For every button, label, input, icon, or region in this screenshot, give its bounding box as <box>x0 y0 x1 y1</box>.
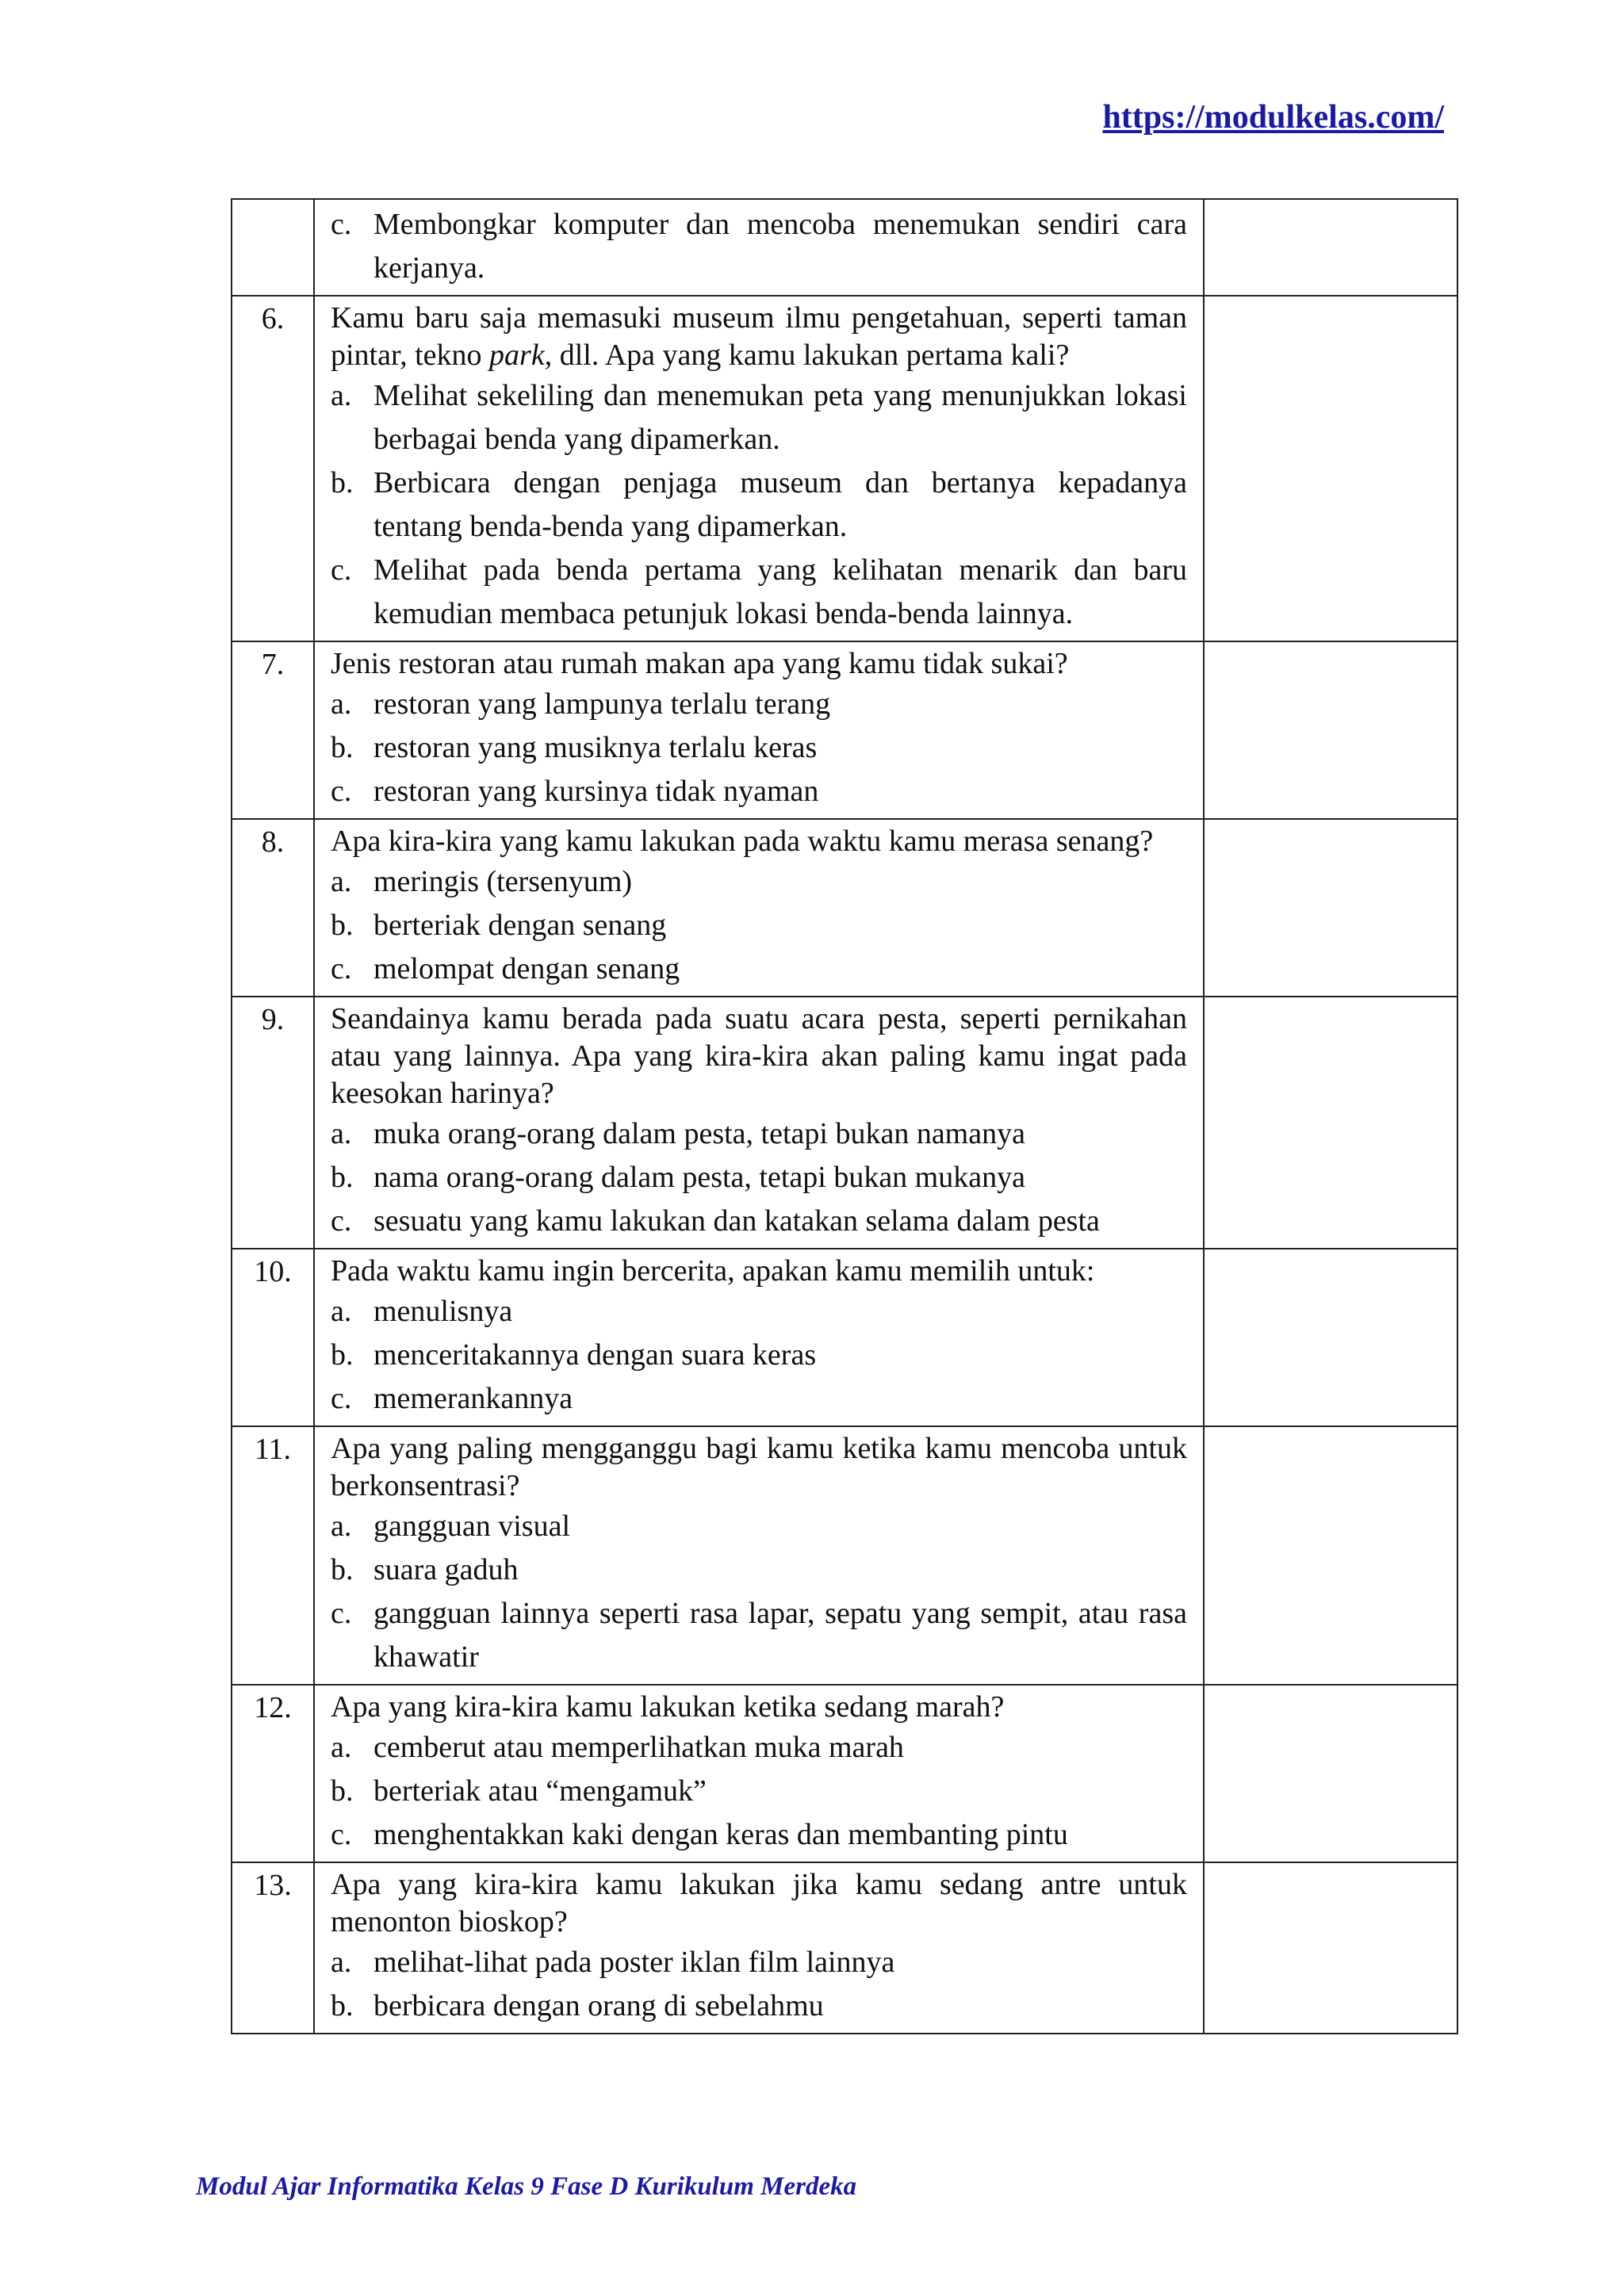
question-cell <box>314 997 1204 1249</box>
question-text: Apa yang kira-kira kamu lakukan ketika sedang marah? <box>331 1690 1005 1724</box>
question-text: Seandainya kamu berada pada suatu acara pesta, seperti pernikahan atau yang lainnya. Apa yang kira-kira akan paling kamu ingat pada keesokan harinya? <box>331 1002 1187 1110</box>
question-number: 13. <box>232 1862 314 2034</box>
question-cell <box>314 1249 1204 1426</box>
option-a: a. cemberut atau memperlihatkan muka marah <box>331 1731 904 1764</box>
answer-cell[interactable] <box>1204 1249 1457 1426</box>
footer-title: Modul Ajar Informatika Kelas 9 Fase D Kurikulum Merdeka <box>196 2172 857 2201</box>
questionnaire-table <box>231 198 1458 2034</box>
option-a: a. melihat-lihat pada poster iklan film lainnya <box>331 1946 895 1979</box>
option-c <box>331 203 1187 290</box>
table-row <box>232 1862 1457 2034</box>
question-cell <box>314 1426 1204 1685</box>
option-c: c. restoran yang kursinya tidak nyaman <box>331 775 819 808</box>
option-c: c. gangguan lainnya seperti rasa lapar, sepatu yang sempit, atau rasa khawatir <box>331 1597 1187 1674</box>
question-number: 6. <box>232 296 314 641</box>
italic-term: park <box>489 339 545 372</box>
option-a: a. Melihat sekeliling dan menemukan peta yang menunjukkan lokasi berbagai benda yang dipamerkan. <box>331 379 1187 456</box>
question-cell <box>314 199 1204 296</box>
option-a: a. meringis (tersenyum) <box>331 865 633 898</box>
header-url-link[interactable]: https://modulkelas.com/ <box>1102 99 1444 136</box>
option-b: b. nama orang-orang dalam pesta, tetapi bukan mukanya <box>331 1161 1025 1194</box>
question-text: Jenis restoran atau rumah makan apa yang kamu tidak sukai? <box>331 647 1068 680</box>
option-a: a. gangguan visual <box>331 1510 571 1543</box>
question-number: 8. <box>232 819 314 997</box>
table-row <box>232 641 1457 819</box>
option-b: b. berbicara dengan orang di sebelahmu <box>331 1989 824 2022</box>
answer-cell[interactable] <box>1204 199 1457 296</box>
answer-cell[interactable] <box>1204 296 1457 641</box>
question-cell <box>314 819 1204 997</box>
table-row <box>232 199 1457 296</box>
question-number: 7. <box>232 641 314 819</box>
answer-cell[interactable] <box>1204 1685 1457 1862</box>
option-c: c. memerankannya <box>331 1382 573 1415</box>
option-b: b. menceritakannya dengan suara keras <box>331 1338 817 1372</box>
option-c: c. sesuatu yang kamu lakukan dan katakan selama dalam pesta <box>331 1204 1100 1238</box>
answer-cell[interactable] <box>1204 997 1457 1249</box>
option-b: b. suara gaduh <box>331 1553 519 1586</box>
question-number: 10. <box>232 1249 314 1426</box>
table-row <box>232 296 1457 641</box>
option-b: b. berteriak atau “mengamuk” <box>331 1774 707 1808</box>
table-row <box>232 1685 1457 1862</box>
table-row <box>232 1249 1457 1426</box>
answer-cell[interactable] <box>1204 641 1457 819</box>
question-number: 11. <box>232 1426 314 1685</box>
question-cell <box>314 641 1204 819</box>
option-text: Membongkar komputer dan mencoba menemukan sendiri cara kerjanya. <box>373 208 1187 285</box>
answer-cell[interactable] <box>1204 1426 1457 1685</box>
answer-cell[interactable] <box>1204 819 1457 997</box>
number-cell <box>232 199 314 296</box>
option-c: c. Melihat pada benda pertama yang kelihatan menarik dan baru kemudian membaca petunjuk lokasi benda-benda lainnya. <box>331 553 1187 630</box>
option-b: b. berteriak dengan senang <box>331 909 667 942</box>
option-b: b. Berbicara dengan penjaga museum dan bertanya kepadanya tentang benda-benda yang dipamerkan. <box>331 466 1187 543</box>
question-text: Apa kira-kira yang kamu lakukan pada waktu kamu merasa senang? <box>331 825 1154 858</box>
question-text: Apa yang kira-kira kamu lakukan jika kamu sedang antre untuk menonton bioskop? <box>331 1868 1187 1938</box>
option-c: c. menghentakkan kaki dengan keras dan membanting pintu <box>331 1818 1068 1851</box>
question-number: 12. <box>232 1685 314 1862</box>
option-letter: c. <box>331 208 352 241</box>
question-text: Kamu baru saja memasuki museum ilmu pengetahuan, seperti taman pintar, tekno park, dll. Apa yang kamu lakukan pertama kali? <box>331 301 1187 372</box>
question-text: Pada waktu kamu ingin bercerita, apakan kamu memilih untuk: <box>331 1254 1095 1288</box>
table-row <box>232 819 1457 997</box>
question-cell <box>314 1862 1204 2034</box>
option-a: a. menulisnya <box>331 1295 513 1328</box>
question-cell <box>314 1685 1204 1862</box>
question-text: Apa yang paling mengganggu bagi kamu ketika kamu mencoba untuk berkonsentrasi? <box>331 1432 1187 1502</box>
question-cell <box>314 296 1204 641</box>
option-a: a. restoran yang lampunya terlalu terang <box>331 687 831 721</box>
option-b: b. restoran yang musiknya terlalu keras <box>331 731 818 764</box>
option-c: c. melompat dengan senang <box>331 952 680 985</box>
table-row <box>232 1426 1457 1685</box>
option-a: a. muka orang-orang dalam pesta, tetapi bukan namanya <box>331 1117 1025 1150</box>
answer-cell[interactable] <box>1204 1862 1457 2034</box>
question-number: 9. <box>232 997 314 1249</box>
table-row <box>232 997 1457 1249</box>
